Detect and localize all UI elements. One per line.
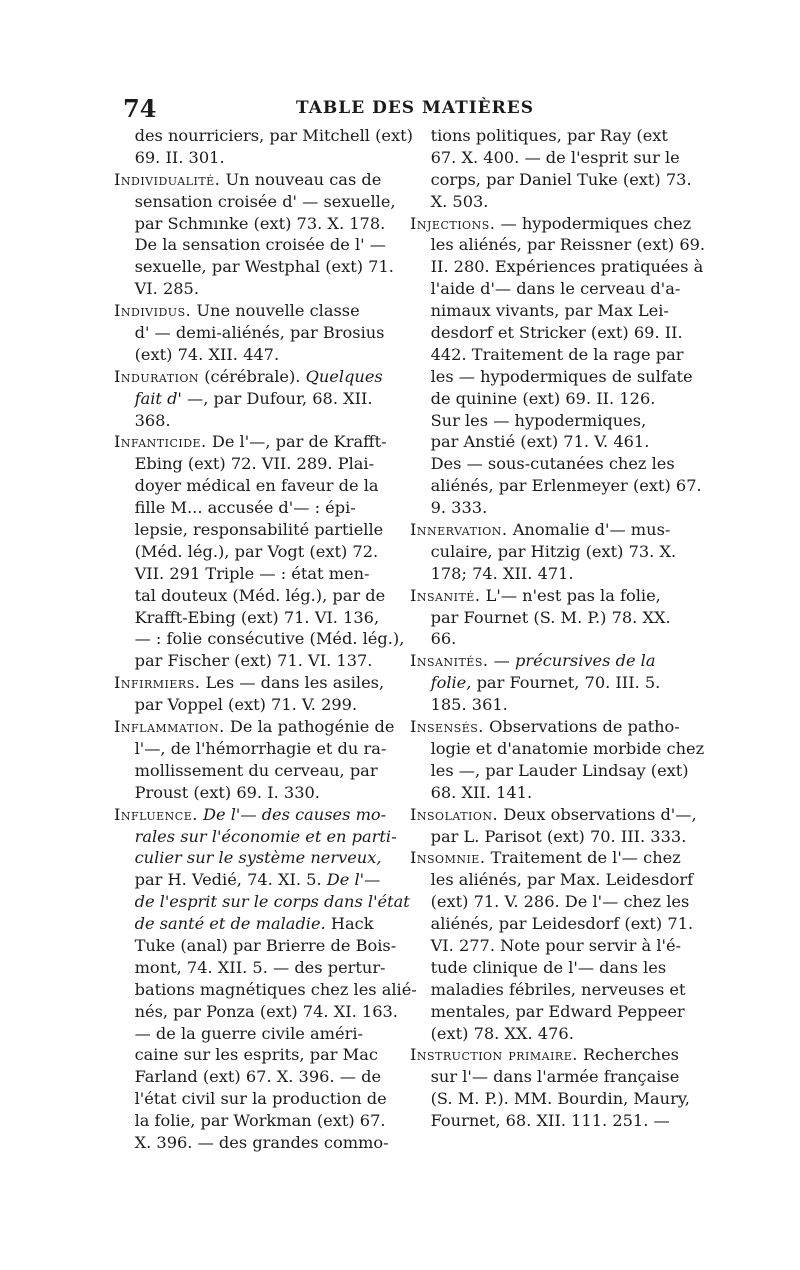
index-line: [114, 804, 396, 826]
index-text: De l'—, par de Krafft-: [206, 432, 387, 452]
index-line: [114, 760, 396, 782]
index-line: [410, 1088, 702, 1110]
index-line: [410, 213, 702, 235]
index-line: [114, 1110, 396, 1132]
index-column-left: [114, 125, 417, 1154]
index-line: [410, 388, 702, 410]
index-text: [114, 389, 135, 408]
index-text: —: [488, 651, 516, 671]
index-line: [410, 563, 702, 585]
index-headword: Insolation.: [410, 804, 499, 824]
index-line: [410, 169, 702, 191]
index-line: [114, 169, 396, 191]
index-text: sensation croisée d' — sexuelle,: [114, 191, 396, 211]
index-line: [410, 431, 702, 453]
index-text: Hack: [325, 914, 374, 934]
index-line: [410, 191, 702, 213]
index-text: par L. Parisot (ext) 70. III. 333.: [410, 826, 687, 846]
index-text: De la pathogénie de: [224, 717, 395, 737]
index-text: 185. 361.: [410, 695, 508, 715]
index-text: — hypodermiques chez: [495, 213, 692, 233]
index-line: [410, 475, 702, 497]
index-text: Sur les — hypodermiques,: [410, 410, 647, 430]
index-line: [410, 234, 706, 256]
index-text: par Schmınke (ext) 73. X. 178.: [114, 213, 386, 233]
index-line: [410, 628, 702, 650]
index-line: [410, 497, 702, 519]
index-text: Anomalie d'— mus-: [507, 520, 671, 540]
index-text: précursives de la: [515, 651, 656, 671]
index-text: Tuke (anal) par Brierre de Bois-: [114, 935, 397, 955]
index-text: par H. Vedié, 74. XI. 5.: [114, 870, 327, 890]
index-line: [114, 957, 396, 979]
index-line: [114, 716, 396, 738]
index-text: Krafft-Ebing (ext) 71. VI. 136,: [114, 607, 380, 627]
index-column-right: [410, 125, 706, 1132]
index-text: logie et d'anatomie morbide chez: [410, 738, 705, 758]
index-text: X. 396. — des grandes commo-: [114, 1132, 389, 1152]
index-line: [114, 1066, 396, 1088]
index-line: [114, 213, 396, 235]
index-line: [114, 869, 396, 891]
index-line: [410, 891, 702, 913]
index-line: [114, 979, 417, 1001]
index-line: [114, 694, 396, 716]
index-text: sexuelle, par Westphal (ext) 71.: [114, 257, 394, 277]
index-line: [410, 256, 702, 278]
index-text: doyer médical en faveur de la: [114, 476, 379, 496]
index-text: de santé et de maladie.: [134, 914, 326, 934]
index-line: [410, 716, 702, 738]
index-text: l'état civil sur la production de: [114, 1089, 387, 1109]
index-line: [114, 322, 396, 344]
index-text: 66.: [410, 629, 457, 649]
index-line: [114, 147, 396, 169]
index-text: Les — dans les asiles,: [200, 673, 385, 693]
index-text: Deux observations d'—,: [498, 804, 697, 824]
index-text: De l'— des causes mo-: [203, 804, 387, 824]
index-text: les —, par Lauder Lindsay (ext): [410, 760, 689, 780]
index-text: II. 280. Expériences pratiquées à: [410, 257, 704, 277]
index-text: Traitement de l'— chez: [485, 848, 681, 868]
index-text: nés, par Ponza (ext) 74. XI. 163.: [114, 1001, 398, 1021]
page-number: 74: [123, 94, 157, 123]
index-line: [114, 497, 396, 519]
index-text: de quinine (ext) 69. II. 126.: [410, 388, 656, 408]
index-line: [410, 410, 702, 432]
index-headword: Infirmiers.: [114, 673, 201, 693]
index-headword: Individualité.: [114, 169, 221, 189]
index-text: (Méd. lég.), par Vogt (ext) 72.: [114, 541, 379, 561]
index-text: Une nouvelle classe: [191, 301, 360, 321]
index-text: culier sur le système nerveux,: [134, 848, 382, 868]
index-text: aliénés, par Leidesdorf (ext) 71.: [410, 914, 694, 934]
index-line: [114, 278, 396, 300]
index-text: Fournet, 68. XII. 111. 251. —: [410, 1111, 670, 1131]
index-line: [114, 256, 396, 278]
index-text: l'—, de l'hémorrhagie et du ra-: [114, 738, 387, 758]
index-text: fait d': [134, 388, 182, 408]
index-text: 68. XII. 141.: [410, 782, 533, 802]
index-text: Des — sous-cutanées chez les: [410, 454, 675, 474]
index-headword: Induration: [114, 366, 200, 386]
index-text: Proust (ext) 69. I. 330.: [114, 782, 320, 802]
index-text: lepsie, responsabilité partielle: [114, 520, 384, 540]
index-line: [410, 1110, 702, 1132]
index-text: tude clinique de l'— dans les: [410, 957, 667, 977]
index-line: [114, 1088, 396, 1110]
index-text: par Fischer (ext) 71. VI. 137.: [114, 651, 373, 671]
index-text: mentales, par Edward Peppeer: [410, 1001, 685, 1021]
index-line: [114, 847, 396, 869]
index-text: mont, 74. XII. 5. — des pertur-: [114, 957, 386, 977]
index-text: 69. II. 301.: [114, 147, 225, 167]
index-text: L'— n'est pas la folie,: [480, 585, 661, 605]
index-line: [114, 607, 396, 629]
index-line: [410, 278, 702, 300]
index-line: [410, 1001, 702, 1023]
index-text: 178; 74. XII. 471.: [410, 563, 574, 583]
index-text: VI. 285.: [114, 279, 200, 299]
index-line: [114, 344, 396, 366]
index-text: la folie, par Workman (ext) 67.: [114, 1111, 386, 1131]
index-line: [410, 782, 702, 804]
index-text: Recherches: [577, 1045, 679, 1065]
index-text: d' — demi-aliénés, par Brosius: [114, 323, 385, 343]
index-line: [410, 344, 702, 366]
index-text: 368.: [114, 410, 171, 430]
index-line: [114, 672, 396, 694]
index-headword: Individus.: [114, 301, 192, 321]
index-text: — de la guerre civile améri-: [114, 1023, 363, 1043]
index-text: De la sensation croisée de l' —: [114, 235, 386, 255]
index-text: par Fournet (S. M. P.) 78. XX.: [410, 607, 671, 627]
index-line: [114, 541, 396, 563]
index-text: aliénés, par Erlenmeyer (ext) 67.: [410, 476, 702, 496]
index-text: (ext) 78. XX. 476.: [410, 1023, 574, 1043]
index-line: [410, 300, 702, 322]
index-text: rales sur l'économie et en parti-: [134, 826, 397, 846]
index-line: [410, 650, 702, 672]
index-text: [410, 673, 431, 692]
index-text: culaire, par Hitzig (ext) 73. X.: [410, 541, 677, 561]
index-line: [114, 519, 396, 541]
index-text: De l'—: [326, 870, 381, 890]
index-line: [410, 913, 702, 935]
index-line: [114, 366, 396, 388]
index-text: Ebing (ext) 72. VII. 289. Plai-: [114, 454, 375, 474]
index-line: [114, 125, 413, 147]
index-line: [410, 322, 702, 344]
index-line: [114, 1044, 396, 1066]
index-text: Farland (ext) 67. X. 396. — de: [114, 1067, 382, 1087]
index-text: —, par Dufour, 68. XII.: [181, 388, 373, 408]
index-headword: Insomnie.: [410, 848, 486, 868]
index-text: les aliénés, par Max. Leidesdorf: [410, 870, 694, 890]
index-line: [114, 891, 410, 913]
index-text: desdorf et Stricker (ext) 69. II.: [410, 323, 683, 343]
index-line: [114, 628, 405, 650]
index-line: [410, 607, 702, 629]
index-text: de l'esprit sur le corps dans l'état: [134, 892, 410, 912]
index-headword: Innervation.: [410, 520, 508, 540]
index-line: [410, 585, 702, 607]
index-line: [410, 826, 702, 848]
index-text: des nourriciers, par Mitchell (ext): [114, 126, 413, 145]
index-text: 67. X. 400. — de l'esprit sur le: [410, 147, 680, 167]
index-line: [114, 650, 396, 672]
index-line: [410, 541, 702, 563]
index-text: (ext) 71. V. 286. De l'— chez les: [410, 892, 690, 912]
index-line: [410, 804, 702, 826]
index-line: [410, 453, 702, 475]
index-text: l'aide d'— dans le cerveau d'a-: [410, 279, 681, 299]
index-line: [410, 519, 702, 541]
index-line: [410, 738, 705, 760]
index-line: [114, 431, 396, 453]
index-text: VI. 277. Note pour servir à l'é-: [410, 935, 682, 955]
index-text: 9. 333.: [410, 498, 488, 518]
index-text: maladies fébriles, nerveuses et: [410, 979, 686, 999]
index-text: (ext) 74. XII. 447.: [114, 344, 280, 364]
index-headword: Infanticide.: [114, 432, 207, 452]
index-line: [114, 388, 396, 410]
index-line: [114, 935, 396, 957]
index-text: tions politiques, par Ray (ext: [410, 126, 668, 145]
index-text: [114, 848, 135, 867]
index-line: [410, 869, 702, 891]
index-line: [410, 957, 702, 979]
index-line: [114, 1001, 396, 1023]
index-headword: Insanité.: [410, 585, 481, 605]
index-text: [114, 914, 135, 933]
index-text: sur l'— dans l'armée française: [410, 1067, 680, 1087]
index-line: [410, 147, 702, 169]
index-line: [114, 191, 396, 213]
index-line: [114, 913, 396, 935]
index-text: les — hypodermiques de sulfate: [410, 366, 693, 386]
index-text: [114, 892, 135, 911]
index-line: [114, 475, 396, 497]
index-line: [410, 979, 702, 1001]
index-text: [114, 827, 135, 846]
index-text: VII. 291 Triple — : état men-: [114, 563, 370, 583]
index-text: par Voppel (ext) 71. V. 299.: [114, 695, 358, 715]
index-text: Un nouveau cas de: [220, 169, 382, 189]
index-line: [114, 782, 396, 804]
index-line: [410, 1023, 702, 1045]
index-text: (cérébrale).: [199, 366, 306, 386]
index-text: X. 503.: [410, 191, 489, 211]
index-text: nimaux vivants, par Max Lei-: [410, 301, 669, 321]
index-headword: Insensés.: [410, 717, 484, 737]
index-line: [410, 1044, 702, 1066]
index-line: [410, 935, 702, 957]
index-text: corps, par Daniel Tuke (ext) 73.: [410, 169, 692, 189]
index-line: [114, 453, 396, 475]
index-text: par Anstié (ext) 71. V. 461.: [410, 432, 650, 452]
index-line: [410, 1066, 702, 1088]
index-line: [114, 234, 396, 256]
running-title: TABLE DES MATIÈRES: [296, 98, 535, 118]
index-headword: Inflammation.: [114, 717, 225, 737]
index-line: [114, 826, 396, 848]
index-line: [114, 738, 396, 760]
index-line: [114, 300, 396, 322]
index-text: par Fournet, 70. III. 5.: [471, 673, 661, 693]
index-text: caine sur les esprits, par Mac: [114, 1045, 378, 1065]
index-line: [410, 760, 702, 782]
index-text: (S. M. P.). MM. Bourdin, Maury,: [410, 1089, 690, 1109]
index-line: [410, 672, 702, 694]
index-text: folie,: [430, 673, 472, 693]
index-headword: Injections.: [410, 213, 496, 233]
index-headword: Influence.: [114, 804, 198, 824]
index-text: mollissement du cerveau, par: [114, 760, 378, 780]
index-text: bations magnétiques chez les alié-: [114, 979, 417, 999]
index-line: [114, 1023, 396, 1045]
index-line: [114, 410, 396, 432]
index-text: tal douteux (Méd. lég.), par de: [114, 585, 386, 605]
index-text: 442. Traitement de la rage par: [410, 344, 684, 364]
index-text: — : folie consécutive (Méd. lég.),: [114, 629, 405, 649]
index-line: [410, 847, 702, 869]
index-line: [114, 1132, 396, 1154]
index-text: Observations de patho-: [483, 717, 680, 737]
index-headword: Instruction primaire.: [410, 1045, 578, 1065]
index-line: [410, 366, 702, 388]
index-headword: Insanités.: [410, 651, 489, 671]
index-text: les aliénés, par Reissner (ext) 69.: [410, 235, 706, 255]
index-line: [114, 563, 396, 585]
index-text: Quelques: [305, 366, 383, 386]
index-line: [410, 125, 702, 147]
index-line: [410, 694, 702, 716]
index-text: fille M... accusée d'— : épi-: [114, 498, 356, 518]
index-line: [114, 585, 396, 607]
